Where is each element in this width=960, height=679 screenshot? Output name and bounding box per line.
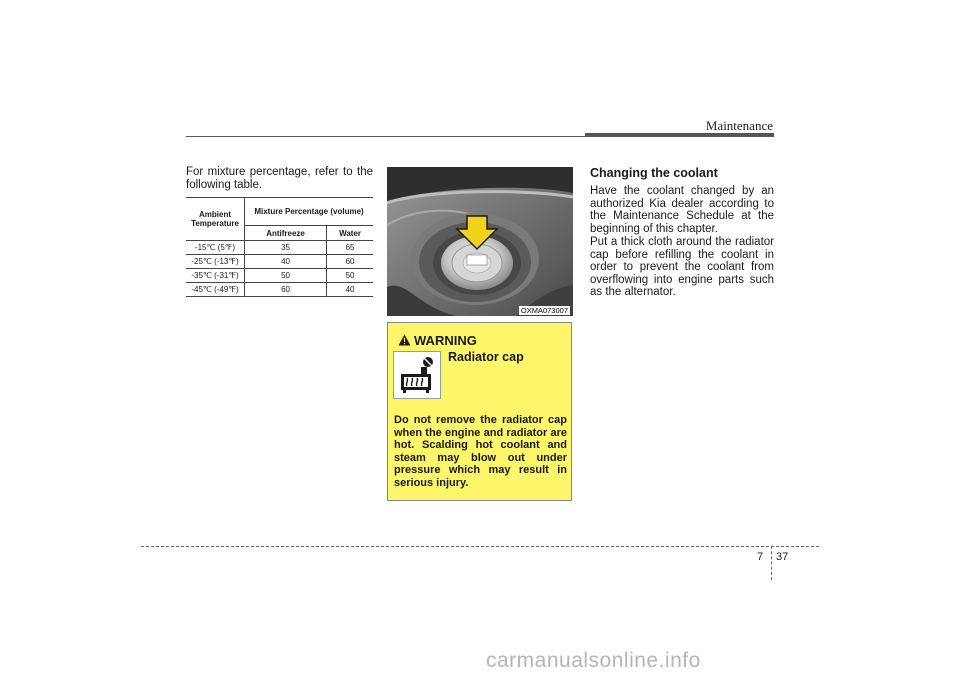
- cell-temperature: -35℃ (-31℉): [186, 269, 245, 283]
- header-ambient-temperature: Ambient Temperature: [186, 198, 245, 241]
- section-heading: Changing the coolant: [590, 166, 718, 180]
- hot-radiator-icon: [393, 351, 441, 399]
- table-row: [186, 283, 373, 297]
- paragraph-cloth: Put a thick cloth around the radiator cap before refilling the coolant in order to prevent the coolant from overflowing into engine parts such as the alternator.: [590, 236, 774, 298]
- table-row: [186, 269, 373, 283]
- cell-water: 50: [327, 269, 373, 283]
- warning-box: [387, 322, 572, 501]
- warning-triangle-icon: [398, 334, 411, 346]
- cell-water: 60: [327, 255, 373, 269]
- footer-rule: [141, 546, 819, 547]
- radiator-cap-photo: [387, 167, 573, 316]
- header-water: Water: [327, 226, 373, 241]
- cell-temperature: -15℃ (5℉): [186, 241, 245, 255]
- table-row: [186, 241, 373, 255]
- footer-divider: [771, 546, 772, 580]
- paragraph-dealer: Have the coolant changed by an authorized Kia dealer according to the Maintenance Schedule at the beginning of this chapter.: [590, 185, 774, 235]
- header-mixture-percentage: Mixture Percentage (volume): [245, 198, 374, 226]
- page-section-title: Maintenance: [705, 118, 773, 133]
- chapter-number: 7: [757, 551, 764, 563]
- cell-antifreeze: 35: [245, 241, 327, 255]
- page-number: 37: [776, 551, 789, 563]
- warning-body-text: Do not remove the radiator cap when the engine and radiator are hot. Scalding hot coolant and steam may blow out under pressure which may result in serious injury.: [394, 414, 567, 489]
- intro-text: For mixture percentage, refer to the following table.: [186, 166, 373, 191]
- mixture-table: [186, 197, 373, 297]
- header-antifreeze: Antifreeze: [245, 226, 327, 241]
- cell-water: 40: [327, 283, 373, 297]
- header-rule-accent: [585, 133, 774, 137]
- warning-subtitle: Radiator cap: [448, 350, 524, 364]
- cell-temperature: -45℃ (-49℉): [186, 283, 245, 297]
- radiator-cap-illustration: [387, 167, 573, 316]
- cell-water: 65: [327, 241, 373, 255]
- cell-antifreeze: 60: [245, 283, 327, 297]
- cell-antifreeze: 50: [245, 269, 327, 283]
- table-row: [186, 255, 373, 269]
- watermark-text: carmanualsonline.info: [486, 649, 701, 672]
- cell-antifreeze: 40: [245, 255, 327, 269]
- warning-title: WARNING: [414, 333, 477, 348]
- cell-temperature: -25℃ (-13℉): [186, 255, 245, 269]
- photo-code: OXMA073007: [520, 306, 568, 315]
